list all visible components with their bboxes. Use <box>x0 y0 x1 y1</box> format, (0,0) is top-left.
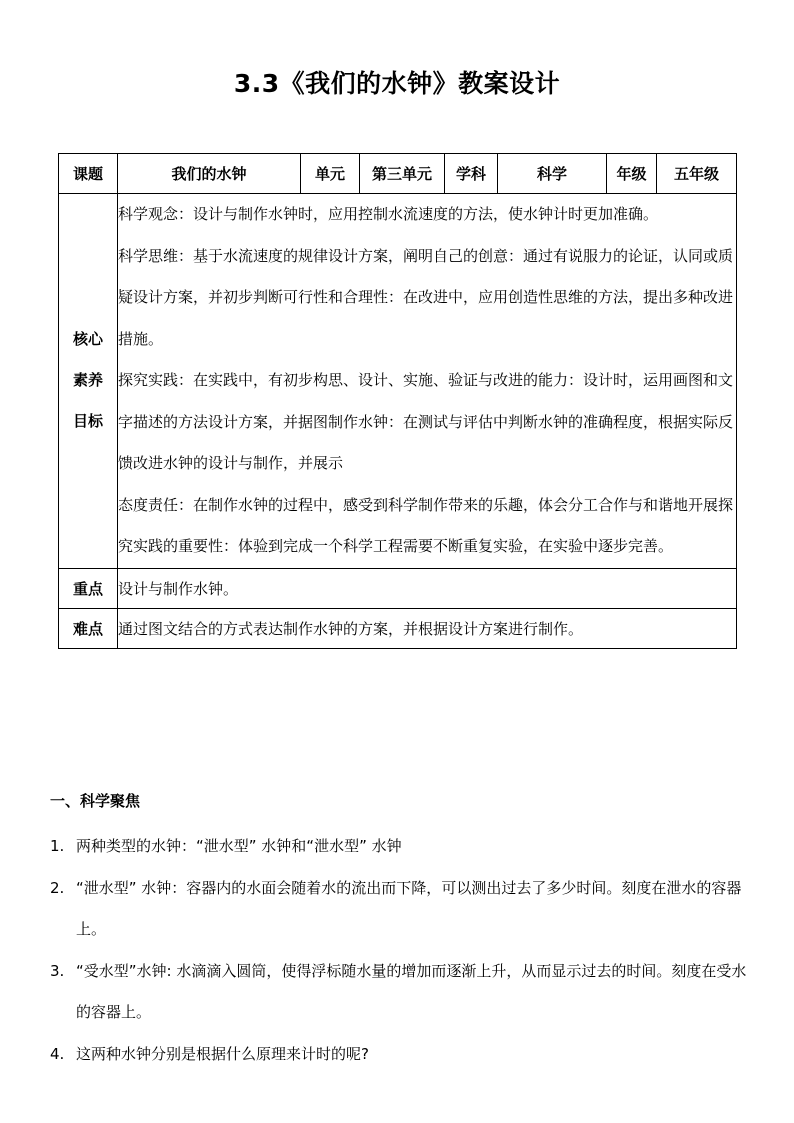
unit-value: 第三单元 <box>360 154 445 194</box>
unit-label: 单元 <box>301 154 360 194</box>
table-header-row <box>59 154 737 194</box>
core-label-line: 素养 <box>72 371 103 390</box>
list-item-number: 4. <box>50 1044 65 1063</box>
subject-value: 科学 <box>498 154 607 194</box>
list-item-text: “受水型”水钟: 水滴滴入圆筒，使得浮标随水量的增加而逐渐上升，从而显示过去的时间。刻度在受水的容器上。 <box>76 961 747 1021</box>
document-title: 3.3《我们的水钟》教案设计 <box>233 69 561 98</box>
difficulty-row <box>59 608 737 648</box>
core-goals-label <box>59 194 118 569</box>
lesson-plan-table <box>58 153 737 649</box>
list-item-number: 2. <box>50 878 65 897</box>
core-label-line: 核心 <box>72 330 103 349</box>
key-point-row <box>59 568 737 608</box>
focus-list <box>50 826 750 1075</box>
list-item-number: 1. <box>50 837 65 855</box>
grade-label: 年级 <box>607 154 657 194</box>
grade-value: 五年级 <box>657 154 737 194</box>
subject-label: 学科 <box>445 154 498 194</box>
difficulty-label: 难点 <box>59 608 118 648</box>
goal-science-concept: 科学观念：设计与制作水钟时，应用控制水流速度的方法，使水钟计时更加准确。 <box>118 205 659 223</box>
key-point-text: 设计与制作水钟。 <box>118 568 737 608</box>
list-item-text: 这两种水钟分别是根据什么原理来计时的呢? <box>76 1044 369 1063</box>
goal-attitude: 态度责任：在制作水钟的过程中，感受到科学制作带来的乐趣，体会分工合作与和谐地开展探究实践的重要性：体验到完成一个科学工程需要不断重复实验，在实验中逐步完善。 <box>118 495 734 555</box>
list-item <box>50 1034 750 1076</box>
list-item-text: 两种类型的水钟：“泄水型” 水钟和“泄水型” 水钟 <box>76 837 402 855</box>
list-item-number: 3. <box>50 961 65 980</box>
goal-inquiry-practice: 探究实践：在实践中，有初步构思、设计、实施、验证与改进的能力：设计时，运用画图和文字描述的方法设计方案，并据图制作水钟：在测试与评估中判断水钟的准确程度，根据实际反馈改进水钟的设计与制作，并展示 <box>118 371 734 472</box>
list-item <box>50 951 750 1034</box>
goal-science-thinking: 科学思维：基于水流速度的规律设计方案，阐明自己的创意：通过有说服力的论证，认同或质疑设计方案，并初步判断可行性和合理性：在改进中，应用创造性思维的方法，提出多种改进措施。 <box>118 246 734 348</box>
list-item-text: “泄水型” 水钟：容器内的水面会随着水的流出而下降，可以测出过去了多少时间。刻度在泄水的容器上。 <box>76 878 742 938</box>
core-goals-row <box>59 194 737 569</box>
lesson-label: 课题 <box>59 154 118 194</box>
section-heading: 一、科学聚焦 <box>50 792 141 810</box>
key-point-label: 重点 <box>59 568 118 608</box>
lesson-value: 我们的水钟 <box>118 154 301 194</box>
list-item <box>50 826 750 868</box>
core-goals-content <box>118 194 737 569</box>
core-label-line: 目标 <box>72 412 103 431</box>
list-item <box>50 868 750 951</box>
difficulty-text: 通过图文结合的方式表达制作水钟的方案，并根据设计方案进行制作。 <box>118 608 737 648</box>
